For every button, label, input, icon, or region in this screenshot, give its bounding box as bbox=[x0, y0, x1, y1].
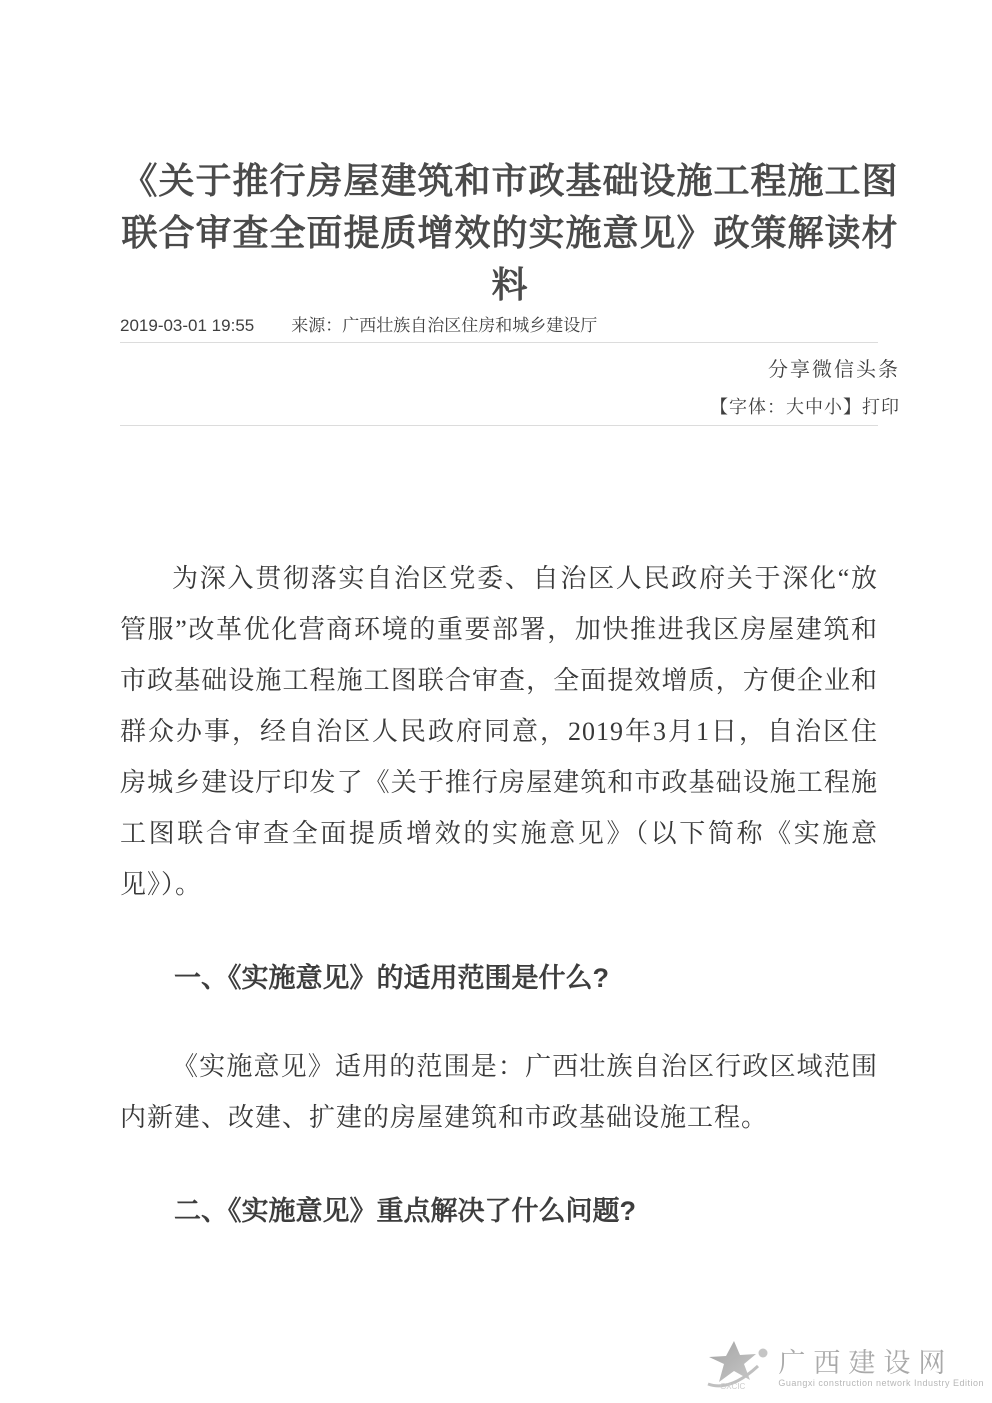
section-heading-1: 一、《实施意见》的适用范围是什么? bbox=[174, 963, 609, 993]
svg-text:GXCIC: GXCIC bbox=[720, 1382, 746, 1391]
article-source: 来源：广西壮族自治区住房和城乡建设厅 bbox=[291, 316, 598, 335]
share-label: 分享 bbox=[768, 359, 812, 381]
article-body bbox=[120, 553, 878, 1231]
font-size-medium-button[interactable]: 中 bbox=[805, 397, 824, 417]
share-wechat-link[interactable]: 微信 bbox=[812, 359, 856, 381]
watermark-tagline: Guangxi construction network Industry Edition bbox=[778, 1378, 984, 1388]
watermark-site-name: 广西建设网 bbox=[778, 1348, 954, 1378]
font-size-small-button[interactable]: 小 bbox=[824, 397, 843, 417]
font-size-label: 【字体： bbox=[710, 397, 786, 417]
share-toutiao-link[interactable]: 头条 bbox=[856, 359, 900, 381]
font-size-row bbox=[120, 395, 900, 425]
print-button[interactable]: 打印 bbox=[862, 397, 900, 417]
article-meta bbox=[120, 315, 878, 343]
star-logo-icon bbox=[700, 1340, 772, 1397]
site-watermark bbox=[700, 1340, 984, 1397]
article-paragraph: 《实施意见》适用的范围是：广西壮族自治区行政区域范围内新建、改建、扩建的房屋建筑和市政基础设施工程。 bbox=[120, 1052, 878, 1132]
article-paragraph: 为深入贯彻落实自治区党委、自治区人民政府关于深化“放管服”改革优化营商环境的重要部署，加快推进我区房屋建筑和市政基础设施工程施工图联合审查，全面提效增质，方便企业和群众办事，经自治区人民政府同意，2019年3月1日，自治区住房城乡建设厅印发了《关于推行房屋建筑和市政基础设施工程施工图联合审查全面提质增效的实施意见》（以下简称《实施意见》）。 bbox=[120, 564, 878, 899]
font-size-label-close: 】 bbox=[843, 397, 862, 417]
article-toolbar bbox=[120, 357, 900, 425]
page-title: 《关于推行房屋建筑和市政基础设施工程施工图联合审查全面提质增效的实施意见》政策解读材料 bbox=[121, 160, 899, 305]
toolbar-divider bbox=[120, 425, 878, 426]
section-heading-2: 二、《实施意见》重点解决了什么问题? bbox=[174, 1196, 636, 1226]
font-size-large-button[interactable]: 大 bbox=[786, 397, 805, 417]
publish-date: 2019-03-01 19:55 bbox=[120, 316, 255, 335]
share-row bbox=[120, 357, 900, 383]
